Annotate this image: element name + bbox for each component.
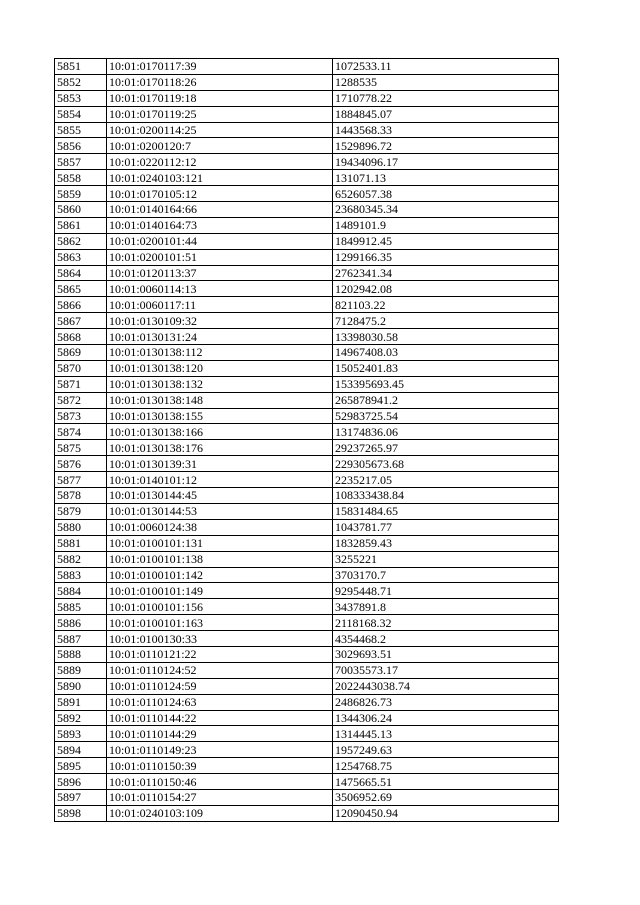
cadastral-number-cell: 10:01:0110124:59 — [107, 678, 333, 694]
value-cell: 1489101.9 — [333, 217, 559, 233]
table-row — [55, 281, 559, 297]
value-cell: 1849912.45 — [333, 233, 559, 249]
cadastral-number-cell: 10:01:0130139:31 — [107, 456, 333, 472]
cadastral-number-cell: 10:01:0110150:46 — [107, 774, 333, 790]
row-number-cell: 5897 — [55, 789, 107, 805]
table-row — [55, 297, 559, 313]
table-row — [55, 758, 559, 774]
table-row — [55, 551, 559, 567]
value-cell: 1884845.07 — [333, 106, 559, 122]
value-cell: 1202942.08 — [333, 281, 559, 297]
row-number-cell: 5860 — [55, 202, 107, 218]
row-number-cell: 5890 — [55, 678, 107, 694]
cadastral-number-cell: 10:01:0060117:11 — [107, 297, 333, 313]
table-row — [55, 678, 559, 694]
table-row — [55, 122, 559, 138]
cadastral-number-cell: 10:01:0110154:27 — [107, 789, 333, 805]
value-cell: 9295448.71 — [333, 583, 559, 599]
table-row — [55, 615, 559, 631]
table-row — [55, 360, 559, 376]
table-row — [55, 662, 559, 678]
table-row — [55, 154, 559, 170]
value-cell: 1475665.51 — [333, 774, 559, 790]
cadastral-number-cell: 10:01:0220112:12 — [107, 154, 333, 170]
cadastral-number-cell: 10:01:0170117:39 — [107, 59, 333, 75]
table-row — [55, 138, 559, 154]
value-cell: 1314445.13 — [333, 726, 559, 742]
table-row — [55, 646, 559, 662]
row-number-cell: 5873 — [55, 408, 107, 424]
cadastral-number-cell: 10:01:0240103:121 — [107, 170, 333, 186]
row-number-cell: 5854 — [55, 106, 107, 122]
value-cell: 23680345.34 — [333, 202, 559, 218]
value-cell: 2762341.34 — [333, 265, 559, 281]
value-cell: 1288535 — [333, 74, 559, 90]
cadastral-number-cell: 10:01:0110144:22 — [107, 710, 333, 726]
value-cell: 3437891.8 — [333, 599, 559, 615]
cadastral-number-cell: 10:01:0100130:33 — [107, 631, 333, 647]
row-number-cell: 5870 — [55, 360, 107, 376]
table-row — [55, 345, 559, 361]
table-row — [55, 233, 559, 249]
value-cell: 12090450.94 — [333, 805, 559, 821]
cadastral-number-cell: 10:01:0060114:13 — [107, 281, 333, 297]
value-cell: 1344306.24 — [333, 710, 559, 726]
row-number-cell: 5889 — [55, 662, 107, 678]
row-number-cell: 5867 — [55, 313, 107, 329]
table-row — [55, 472, 559, 488]
row-number-cell: 5864 — [55, 265, 107, 281]
row-number-cell: 5878 — [55, 488, 107, 504]
table-row — [55, 90, 559, 106]
value-cell: 2235217.05 — [333, 472, 559, 488]
value-cell: 153395693.45 — [333, 376, 559, 392]
value-cell: 52983725.54 — [333, 408, 559, 424]
row-number-cell: 5877 — [55, 472, 107, 488]
cadastral-number-cell: 10:01:0130131:24 — [107, 329, 333, 345]
row-number-cell: 5856 — [55, 138, 107, 154]
row-number-cell: 5876 — [55, 456, 107, 472]
cadastral-number-cell: 10:01:0120113:37 — [107, 265, 333, 281]
table-row — [55, 774, 559, 790]
table-row — [55, 376, 559, 392]
value-cell: 6526057.38 — [333, 186, 559, 202]
cadastral-value-table — [54, 58, 559, 822]
row-number-cell: 5851 — [55, 59, 107, 75]
value-cell: 1529896.72 — [333, 138, 559, 154]
row-number-cell: 5871 — [55, 376, 107, 392]
row-number-cell: 5895 — [55, 758, 107, 774]
cadastral-number-cell: 10:01:0170105:12 — [107, 186, 333, 202]
row-number-cell: 5855 — [55, 122, 107, 138]
value-cell: 108333438.84 — [333, 488, 559, 504]
value-cell: 1957249.63 — [333, 742, 559, 758]
row-number-cell: 5884 — [55, 583, 107, 599]
row-number-cell: 5865 — [55, 281, 107, 297]
cadastral-number-cell: 10:01:0110121:22 — [107, 646, 333, 662]
table-row — [55, 631, 559, 647]
value-cell: 13398030.58 — [333, 329, 559, 345]
cadastral-number-cell: 10:01:0240103:109 — [107, 805, 333, 821]
value-cell: 2486826.73 — [333, 694, 559, 710]
cadastral-number-cell: 10:01:0130109:32 — [107, 313, 333, 329]
value-cell: 15831484.65 — [333, 503, 559, 519]
row-number-cell: 5862 — [55, 233, 107, 249]
table-row — [55, 265, 559, 281]
row-number-cell: 5875 — [55, 440, 107, 456]
cadastral-number-cell: 10:01:0110150:39 — [107, 758, 333, 774]
table-row — [55, 535, 559, 551]
table-row — [55, 249, 559, 265]
row-number-cell: 5882 — [55, 551, 107, 567]
row-number-cell: 5896 — [55, 774, 107, 790]
cadastral-number-cell: 10:01:0140164:66 — [107, 202, 333, 218]
row-number-cell: 5894 — [55, 742, 107, 758]
table-row — [55, 392, 559, 408]
table-row — [55, 329, 559, 345]
cadastral-number-cell: 10:01:0130138:176 — [107, 440, 333, 456]
table-row — [55, 313, 559, 329]
row-number-cell: 5859 — [55, 186, 107, 202]
cadastral-number-cell: 10:01:0130144:53 — [107, 503, 333, 519]
value-cell: 1443568.33 — [333, 122, 559, 138]
value-cell: 1254768.75 — [333, 758, 559, 774]
value-cell: 1299166.35 — [333, 249, 559, 265]
cadastral-number-cell: 10:01:0130144:45 — [107, 488, 333, 504]
value-cell: 3703170.7 — [333, 567, 559, 583]
cadastral-number-cell: 10:01:0200120:7 — [107, 138, 333, 154]
table-row — [55, 202, 559, 218]
cadastral-number-cell: 10:01:0100101:142 — [107, 567, 333, 583]
row-number-cell: 5857 — [55, 154, 107, 170]
table-row — [55, 424, 559, 440]
table-row — [55, 217, 559, 233]
table-row — [55, 106, 559, 122]
table-row — [55, 710, 559, 726]
row-number-cell: 5869 — [55, 345, 107, 361]
row-number-cell: 5891 — [55, 694, 107, 710]
row-number-cell: 5868 — [55, 329, 107, 345]
value-cell: 70035573.17 — [333, 662, 559, 678]
cadastral-number-cell: 10:01:0130138:112 — [107, 345, 333, 361]
cadastral-number-cell: 10:01:0110144:29 — [107, 726, 333, 742]
table-body — [55, 59, 559, 822]
value-cell: 821103.22 — [333, 297, 559, 313]
row-number-cell: 5885 — [55, 599, 107, 615]
cadastral-number-cell: 10:01:0140101:12 — [107, 472, 333, 488]
row-number-cell: 5888 — [55, 646, 107, 662]
table-row — [55, 503, 559, 519]
cadastral-number-cell: 10:01:0100101:138 — [107, 551, 333, 567]
row-number-cell: 5853 — [55, 90, 107, 106]
table-row — [55, 805, 559, 821]
row-number-cell: 5861 — [55, 217, 107, 233]
table-row — [55, 59, 559, 75]
value-cell: 14967408.03 — [333, 345, 559, 361]
row-number-cell: 5879 — [55, 503, 107, 519]
row-number-cell: 5893 — [55, 726, 107, 742]
table-row — [55, 742, 559, 758]
row-number-cell: 5872 — [55, 392, 107, 408]
cadastral-number-cell: 10:01:0060124:38 — [107, 519, 333, 535]
table-row — [55, 519, 559, 535]
row-number-cell: 5852 — [55, 74, 107, 90]
cadastral-number-cell: 10:01:0170118:26 — [107, 74, 333, 90]
value-cell: 3506952.69 — [333, 789, 559, 805]
table-row — [55, 488, 559, 504]
value-cell: 29237265.97 — [333, 440, 559, 456]
cadastral-number-cell: 10:01:0130138:120 — [107, 360, 333, 376]
value-cell: 15052401.83 — [333, 360, 559, 376]
cadastral-number-cell: 10:01:0130138:132 — [107, 376, 333, 392]
value-cell: 1832859.43 — [333, 535, 559, 551]
value-cell: 2118168.32 — [333, 615, 559, 631]
table-row — [55, 74, 559, 90]
value-cell: 229305673.68 — [333, 456, 559, 472]
value-cell: 19434096.17 — [333, 154, 559, 170]
cadastral-number-cell: 10:01:0200101:51 — [107, 249, 333, 265]
table-row — [55, 408, 559, 424]
row-number-cell: 5898 — [55, 805, 107, 821]
value-cell: 1072533.11 — [333, 59, 559, 75]
value-cell: 7128475.2 — [333, 313, 559, 329]
table-row — [55, 694, 559, 710]
value-cell: 2022443038.74 — [333, 678, 559, 694]
value-cell: 3255221 — [333, 551, 559, 567]
row-number-cell: 5880 — [55, 519, 107, 535]
table-row — [55, 583, 559, 599]
value-cell: 13174836.06 — [333, 424, 559, 440]
row-number-cell: 5858 — [55, 170, 107, 186]
cadastral-number-cell: 10:01:0100101:163 — [107, 615, 333, 631]
row-number-cell: 5887 — [55, 631, 107, 647]
table-row — [55, 440, 559, 456]
cadastral-number-cell: 10:01:0100101:156 — [107, 599, 333, 615]
row-number-cell: 5883 — [55, 567, 107, 583]
cadastral-number-cell: 10:01:0170119:18 — [107, 90, 333, 106]
value-cell: 131071.13 — [333, 170, 559, 186]
value-cell: 4354468.2 — [333, 631, 559, 647]
table-row — [55, 567, 559, 583]
row-number-cell: 5874 — [55, 424, 107, 440]
cadastral-number-cell: 10:01:0100101:149 — [107, 583, 333, 599]
table-row — [55, 599, 559, 615]
row-number-cell: 5866 — [55, 297, 107, 313]
table-row — [55, 170, 559, 186]
table-row — [55, 726, 559, 742]
cadastral-number-cell: 10:01:0200101:44 — [107, 233, 333, 249]
cadastral-number-cell: 10:01:0140164:73 — [107, 217, 333, 233]
table-row — [55, 456, 559, 472]
cadastral-number-cell: 10:01:0130138:148 — [107, 392, 333, 408]
row-number-cell: 5886 — [55, 615, 107, 631]
cadastral-number-cell: 10:01:0130138:166 — [107, 424, 333, 440]
table-row — [55, 789, 559, 805]
value-cell: 3029693.51 — [333, 646, 559, 662]
row-number-cell: 5863 — [55, 249, 107, 265]
cadastral-number-cell: 10:01:0130138:155 — [107, 408, 333, 424]
cadastral-number-cell: 10:01:0110124:52 — [107, 662, 333, 678]
row-number-cell: 5881 — [55, 535, 107, 551]
table-row — [55, 186, 559, 202]
cadastral-number-cell: 10:01:0170119:25 — [107, 106, 333, 122]
cadastral-number-cell: 10:01:0100101:131 — [107, 535, 333, 551]
value-cell: 1710778.22 — [333, 90, 559, 106]
cadastral-number-cell: 10:01:0110149:23 — [107, 742, 333, 758]
value-cell: 265878941.2 — [333, 392, 559, 408]
cadastral-number-cell: 10:01:0200114:25 — [107, 122, 333, 138]
cadastral-number-cell: 10:01:0110124:63 — [107, 694, 333, 710]
value-cell: 1043781.77 — [333, 519, 559, 535]
row-number-cell: 5892 — [55, 710, 107, 726]
